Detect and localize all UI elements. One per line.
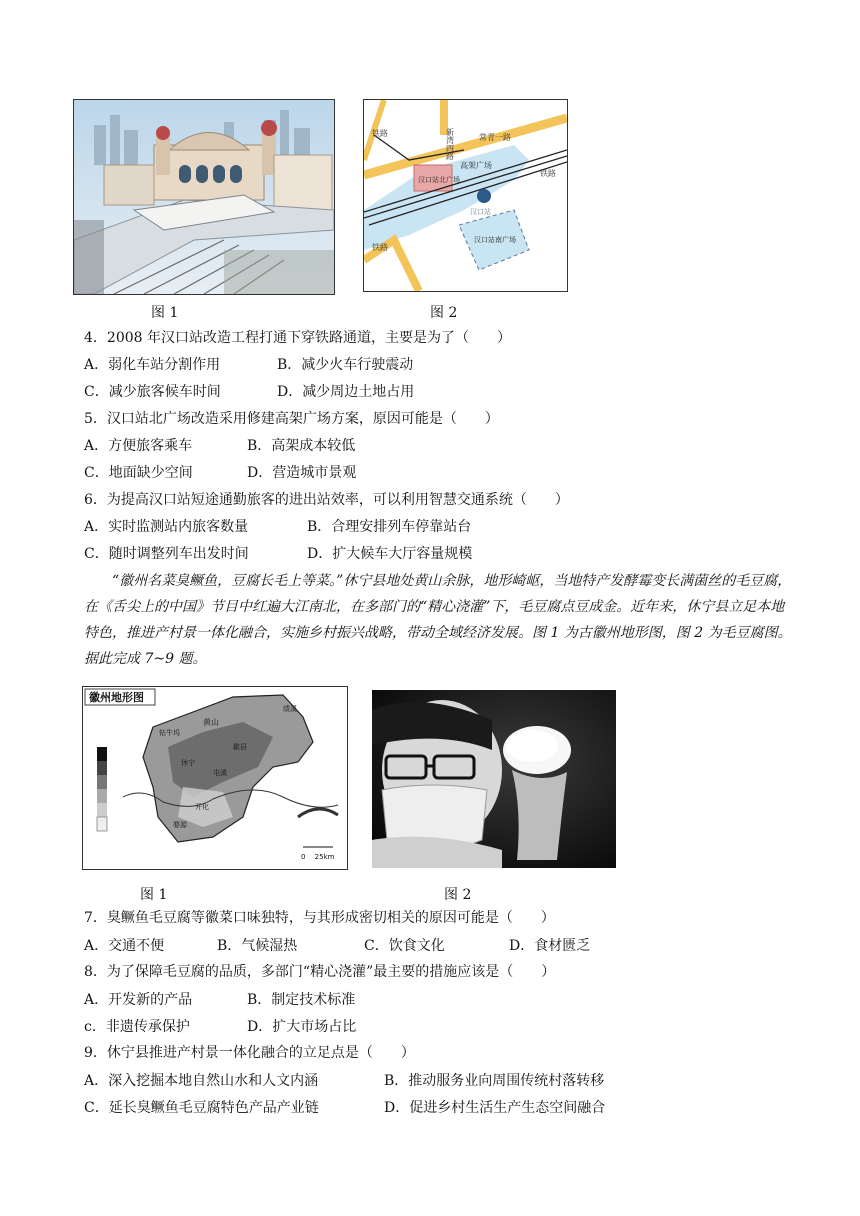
question-5-option-c[interactable]: C．地面缺少空间 bbox=[84, 465, 193, 481]
maodoufu-photo bbox=[372, 690, 616, 868]
question-8-option-b[interactable]: B．制定技术标准 bbox=[247, 992, 356, 1008]
terrain-map-illustration bbox=[83, 687, 347, 869]
question-8-option-a[interactable]: A．开发新的产品 bbox=[84, 992, 193, 1008]
question-6-option-d[interactable]: D．扩大候车大厅容量规模 bbox=[307, 546, 473, 562]
question-5-option-a[interactable]: A．方便旅客乘车 bbox=[84, 438, 193, 454]
map-label-elevated-square: 高架广场 bbox=[460, 161, 492, 170]
terrain-label-6: 婺源 bbox=[173, 821, 187, 829]
map-label-station: 汉口站 bbox=[470, 208, 491, 216]
station-map-illustration bbox=[364, 100, 567, 291]
question-7-option-c[interactable]: C．饮食文化 bbox=[364, 938, 445, 954]
maodoufu-photo-illustration bbox=[372, 690, 616, 868]
question-6-option-c[interactable]: C．随时调整列车出发时间 bbox=[84, 546, 249, 562]
question-9-stem: 9．休宁县推进产村景一体化融合的立足点是（ ） bbox=[84, 1045, 415, 1061]
map-label-railway-bottom: 铁路 bbox=[372, 243, 388, 252]
question-8-option-d[interactable]: D．扩大市场占比 bbox=[247, 1019, 357, 1035]
reading-passage: “徽州名菜臭鳜鱼，豆腐长毛上等菜。”休宁县地处黄山余脉，地形崎岖，当地特产发酵霉变长满菌丝的毛豆腐，在《舌尖上的中国》节目中红遍大江南北，在多部门的“精心浇灌”下，毛豆腐点豆成金。近年来，休宁县立足本地特色，推进产村景一体化融合，实施乡村振兴战略，带动全域经济发展。图 1 为古徽州地形图，图 2 为毛豆腐图。据此完成 7~9 题。 bbox=[84, 573, 792, 667]
terrain-label-4: 屯溪 bbox=[213, 769, 227, 777]
map-label-north-square: 汉口站北广场 bbox=[418, 176, 460, 184]
mid-figure-2-caption: 图 2 bbox=[444, 887, 472, 903]
elevation-legend bbox=[97, 747, 107, 831]
mid-figure-1-caption: 图 1 bbox=[140, 887, 168, 903]
question-9-option-c[interactable]: C．延长臭鳜鱼毛豆腐特色产品产业链 bbox=[84, 1100, 319, 1116]
terrain-label-1: 钻牛坞 bbox=[159, 729, 180, 737]
map-label-railway-left: 铁路 bbox=[372, 129, 388, 138]
question-4-option-a[interactable]: A．弱化车站分割作用 bbox=[84, 357, 221, 373]
huizhou-terrain-map bbox=[82, 686, 348, 870]
top-figure-2-caption: 图 2 bbox=[430, 305, 458, 321]
question-5-option-b[interactable]: B．高架成本较低 bbox=[247, 438, 356, 454]
question-5-option-d[interactable]: D．营造城市景观 bbox=[247, 465, 357, 481]
map-label-railway-right: 铁路 bbox=[540, 169, 556, 178]
question-4-option-b[interactable]: B．减少火车行驶震动 bbox=[277, 357, 414, 373]
question-9-option-a[interactable]: A．深入挖掘本地自然山水和人文内涵 bbox=[84, 1073, 319, 1089]
question-7-option-b[interactable]: B．气候湿热 bbox=[217, 938, 298, 954]
question-8-option-c[interactable]: c．非遗传承保护 bbox=[84, 1019, 190, 1035]
hankou-station-photo bbox=[73, 99, 335, 295]
hankou-station-map bbox=[363, 99, 568, 292]
terrain-label-5: 开化 bbox=[195, 803, 209, 811]
question-7-option-d[interactable]: D．食材匮乏 bbox=[509, 938, 591, 954]
map-label-xinwan-road: 新湾四路 bbox=[445, 128, 455, 160]
top-figure-1-caption: 图 1 bbox=[151, 305, 179, 321]
question-6-option-b[interactable]: B．合理安排列车停靠站台 bbox=[307, 519, 472, 535]
question-6-option-a[interactable]: A．实时监测站内旅客数量 bbox=[84, 519, 249, 535]
terrain-scale: 0 25km bbox=[301, 853, 335, 861]
question-4-option-c[interactable]: C．减少旅客候车时间 bbox=[84, 384, 221, 400]
question-7-stem: 7．臭鳜鱼毛豆腐等徽菜口味独特，与其形成密切相关的原因可能是（ ） bbox=[84, 910, 555, 926]
station-photo-illustration bbox=[74, 100, 334, 294]
terrain-label-7: 绩溪 bbox=[283, 705, 297, 713]
terrain-label-3: 休宁 bbox=[181, 759, 195, 767]
question-5-stem: 5．汉口站北广场改造采用修建高架广场方案，原因可能是（ ） bbox=[84, 411, 499, 427]
map-label-south-square: 汉口站南广场 bbox=[474, 236, 516, 244]
question-9-option-d[interactable]: D．促进乡村生活生产生态空间融合 bbox=[384, 1100, 606, 1116]
map-label-changqing-road: 常青一路 bbox=[479, 133, 511, 142]
terrain-map-title: 徽州地形图 bbox=[89, 691, 144, 704]
question-7-option-a[interactable]: A．交通不便 bbox=[84, 938, 165, 954]
question-9-option-b[interactable]: B．推动服务业向周围传统村落转移 bbox=[384, 1073, 605, 1089]
terrain-label-huangshan: 黄山 bbox=[203, 718, 219, 727]
question-4-option-d[interactable]: D．减少周边土地占用 bbox=[277, 384, 415, 400]
question-4-stem: 4．2008 年汉口站改造工程打通下穿铁路通道，主要是为了（ ） bbox=[84, 330, 511, 346]
question-8-stem: 8．为了保障毛豆腐的品质，多部门“精心浇灌”最主要的措施应该是（ ） bbox=[84, 964, 556, 980]
question-6-stem: 6．为提高汉口站短途通勤旅客的进出站效率，可以利用智慧交通系统（ ） bbox=[84, 492, 569, 508]
terrain-label-2: 歙县 bbox=[233, 743, 247, 751]
